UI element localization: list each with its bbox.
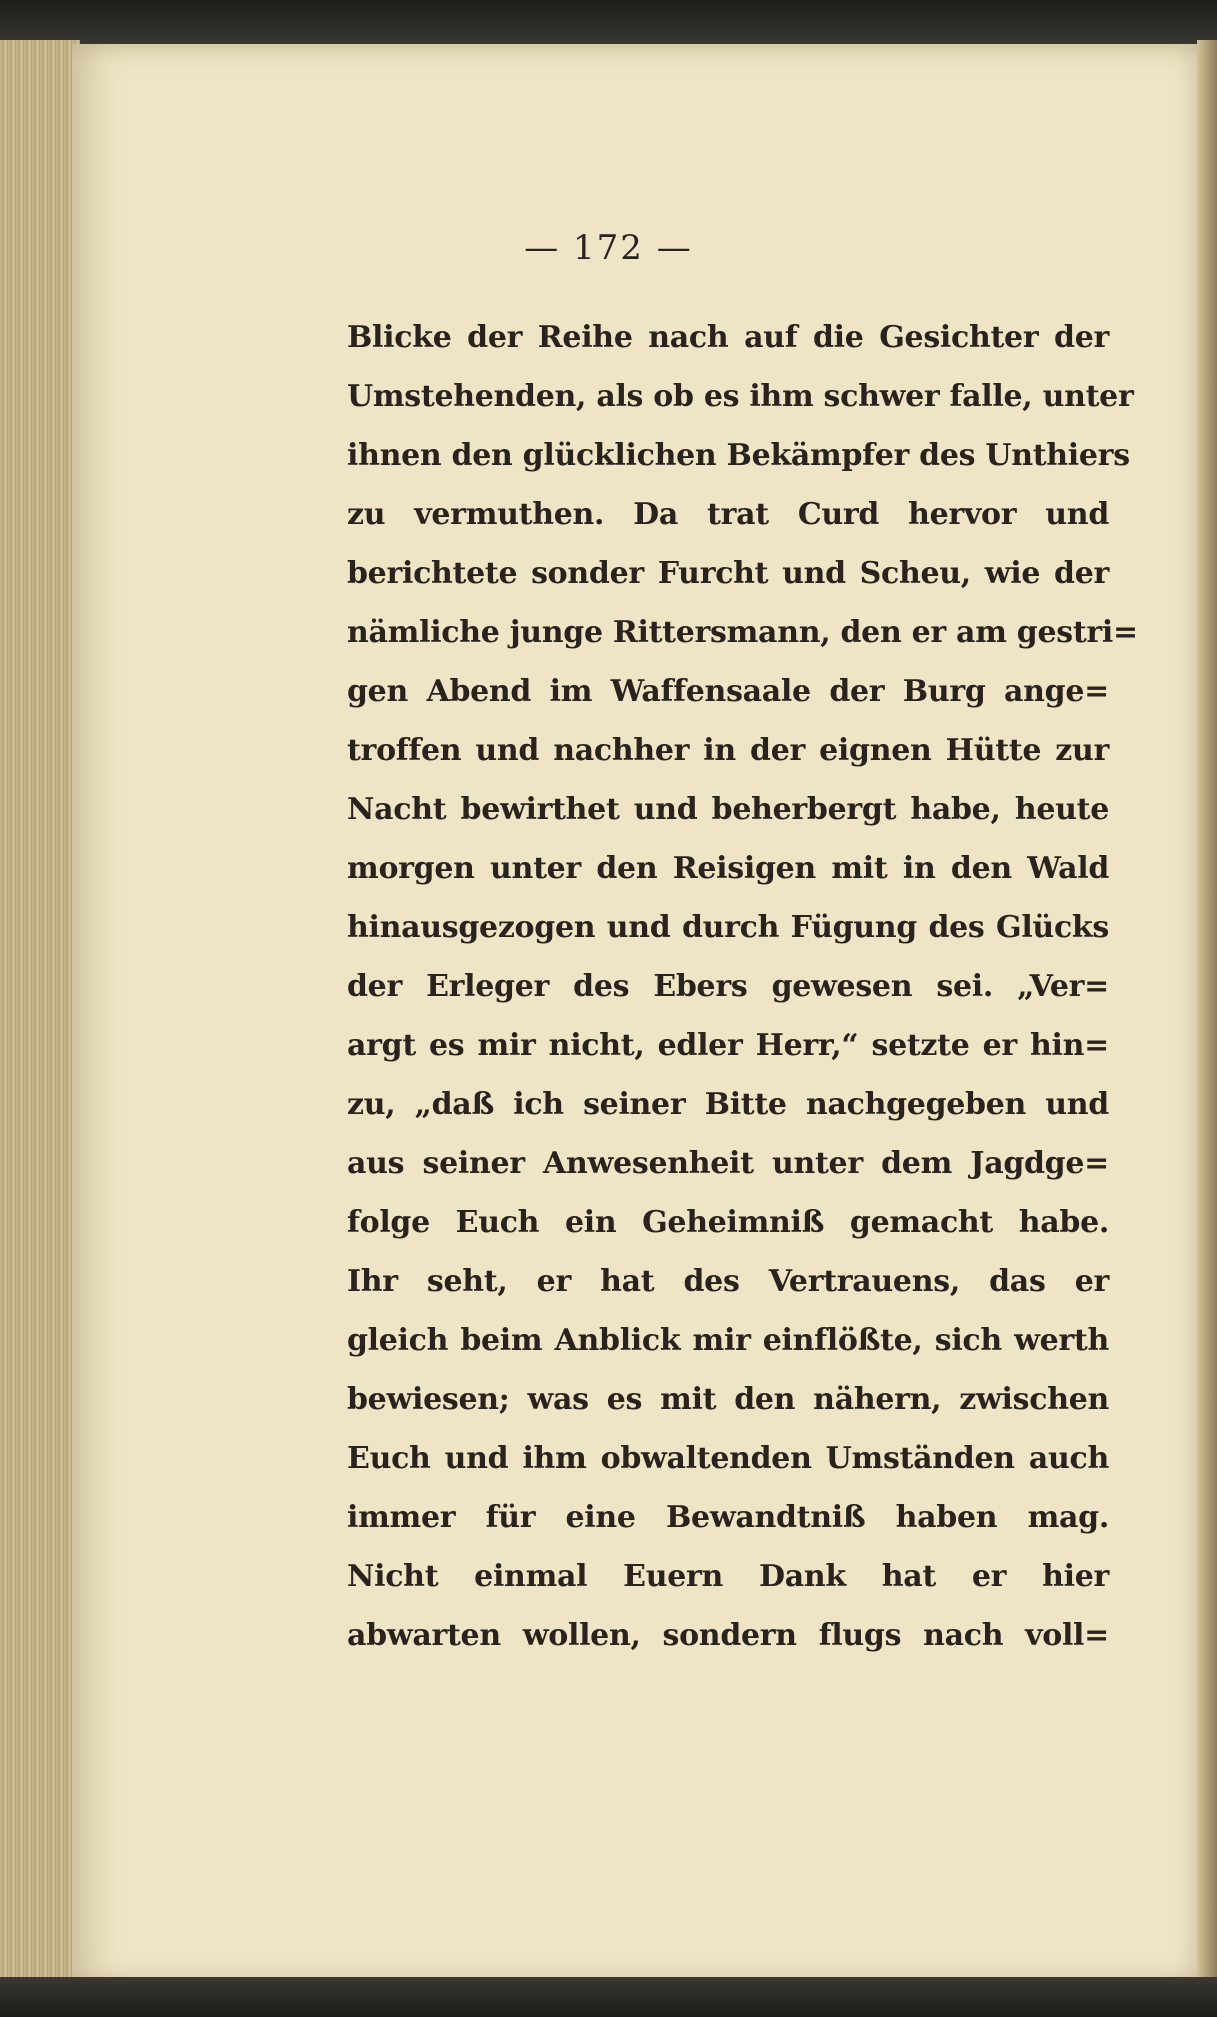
text-line: der Erleger des Ebers gewesen sei. „Ver=	[347, 969, 1109, 1004]
page-number: — 172 —	[524, 228, 693, 268]
text-line: Umstehenden, als ob es ihm schwer falle, unter	[347, 379, 1134, 414]
text-line: abwarten wollen, sondern flugs nach voll=	[347, 1618, 1109, 1653]
text-line: argt es mir nicht, edler Herr,“ setzte er hin=	[347, 1028, 1109, 1063]
scan-bottom-border	[0, 1977, 1217, 2017]
text-line: Ihr seht, er hat des Vertrauens, das er	[347, 1264, 1109, 1299]
text-line: Nacht bewirthet und beherbergt habe, heute	[347, 792, 1109, 827]
book-page-edges	[0, 40, 80, 1990]
text-line: berichtete sonder Furcht und Scheu, wie der	[347, 556, 1109, 591]
text-line: gleich beim Anblick mir einflößte, sich werth	[347, 1323, 1109, 1358]
text-line: zu, „daß ich seiner Bitte nachgegeben und	[347, 1087, 1109, 1122]
text-line: Blicke der Reihe nach auf die Gesichter der	[347, 320, 1109, 355]
text-line: morgen unter den Reisigen mit in den Wald	[347, 851, 1109, 886]
text-line: folge Euch ein Geheimniß gemacht habe.	[347, 1205, 1109, 1240]
text-line: aus seiner Anwesenheit unter dem Jagdge=	[347, 1146, 1109, 1181]
scan-top-border	[0, 0, 1217, 48]
text-line: Euch und ihm obwaltenden Umständen auch	[347, 1441, 1109, 1476]
text-line: nämliche junge Rittersmann, den er am gestri=	[347, 615, 1138, 650]
text-line: immer für eine Bewandtniß haben mag.	[347, 1500, 1109, 1535]
body-text	[347, 308, 1138, 1665]
text-line: hinausgezogen und durch Fügung des Glücks	[347, 910, 1109, 945]
text-line: Nicht einmal Euern Dank hat er hier	[347, 1559, 1109, 1594]
text-line: zu vermuthen. Da trat Curd hervor und	[347, 497, 1109, 532]
text-line: bewiesen; was es mit den nähern, zwischen	[347, 1382, 1109, 1417]
text-line: gen Abend im Waffensaale der Burg ange=	[347, 674, 1109, 709]
text-line: ihnen den glücklichen Bekämpfer des Unthiers	[347, 438, 1130, 473]
text-line: troffen und nachher in der eignen Hütte zur	[347, 733, 1109, 768]
book-right-edge	[1197, 40, 1217, 1990]
